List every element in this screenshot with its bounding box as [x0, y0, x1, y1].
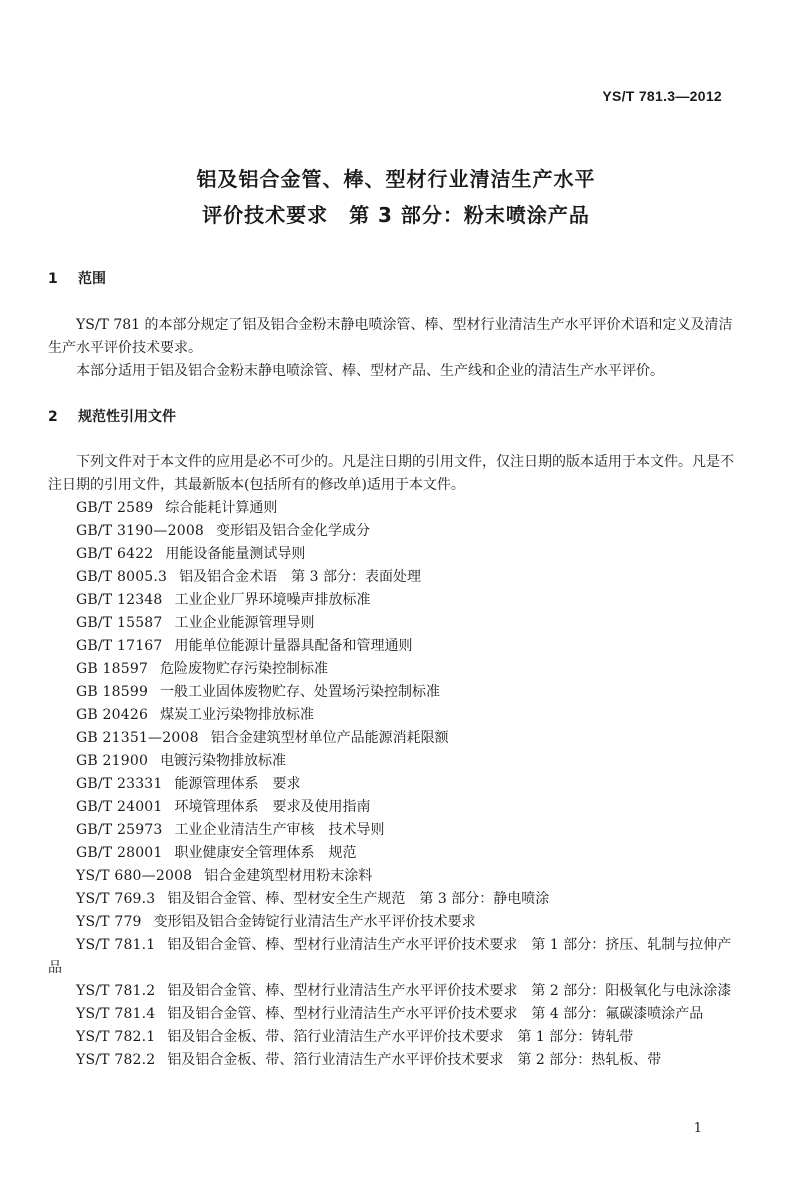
reference-item: GB/T 12348 工业企业厂界环境噪声排放标准: [76, 592, 371, 608]
section-2-number: 2: [48, 409, 58, 425]
reference-item: GB/T 25973 工业企业清洁生产审核 技术导则: [76, 822, 385, 838]
reference-item: GB/T 28001 职业健康安全管理体系 规范: [76, 845, 357, 861]
section-1-heading: [48, 268, 106, 288]
reference-item: GB 21900 电镀污染物排放标准: [76, 753, 287, 769]
section-1-number: 1: [48, 271, 58, 287]
reference-item: YS/T 769.3 铝及铝合金管、棒、型材安全生产规范 第 3 部分：静电喷涂: [76, 891, 550, 907]
page-number: 1: [693, 1121, 702, 1136]
reference-item: YS/T 782.2 铝及铝合金板、带、箔行业清洁生产水平评价技术要求 第 2 部分：热轧板、带: [76, 1052, 662, 1068]
reference-item: GB/T 24001 环境管理体系 要求及使用指南: [76, 799, 371, 815]
section-1-paragraph-2: 本部分适用于铝及铝合金粉末静电喷涂管、棒、型材产品、生产线和企业的清洁生产水平评价。: [76, 363, 664, 379]
section-2-paragraph-1: 下列文件对于本文件的应用是必不可少的。凡是注日期的引用文件，仅注日期的版本适用于本文件。凡是不注日期的引用文件，其最新版本(包括所有的修改单)适用于本文件。: [48, 454, 734, 493]
reference-item: GB/T 23331 能源管理体系 要求: [76, 776, 301, 792]
reference-item: GB/T 6422 用能设备能量测试导则: [76, 546, 306, 562]
section-1-title: 范围: [78, 271, 106, 287]
section-2-title: 规范性引用文件: [78, 409, 176, 425]
reference-item: YS/T 680—2008 铝合金建筑型材用粉末涂料: [76, 868, 373, 884]
section-2-heading: [48, 406, 176, 426]
reference-item: GB/T 3190—2008 变形铝及铝合金化学成分: [76, 523, 371, 539]
reference-item: GB 18597 危险废物贮存污染控制标准: [76, 661, 329, 677]
reference-item: GB/T 15587 工业企业能源管理导则: [76, 615, 315, 631]
reference-item: YS/T 781.2 铝及铝合金管、棒、型材行业清洁生产水平评价技术要求 第 2 部分：阳极氧化与电泳涂漆: [76, 983, 732, 999]
reference-item: GB 21351—2008 铝合金建筑型材单位产品能源消耗限额: [76, 730, 449, 746]
reference-item: YS/T 781.1 铝及铝合金管、棒、型材行业清洁生产水平评价技术要求 第 1 部分：挤压、轧制与拉伸产品: [48, 937, 732, 976]
document-title-line2: 评价技术要求 第 3 部分：粉末喷涂产品: [202, 203, 590, 227]
section-1-paragraph-1: YS/T 781 的本部分规定了铝及铝合金粉末静电喷涂管、棒、型材行业清洁生产水平评价术语和定义及清洁生产水平评价技术要求。: [48, 317, 733, 356]
reference-item: GB/T 17167 用能单位能源计量器具配备和管理通则: [76, 638, 413, 654]
reference-item: GB 18599 一般工业固体废物贮存、处置场污染控制标准: [76, 684, 441, 700]
reference-item: YS/T 782.1 铝及铝合金板、带、箔行业清洁生产水平评价技术要求 第 1 部分：铸轧带: [76, 1029, 634, 1045]
reference-list: [48, 497, 744, 1072]
reference-item: GB/T 8005.3 铝及铝合金术语 第 3 部分：表面处理: [76, 569, 421, 585]
standard-code: YS/T 781.3—2012: [602, 88, 722, 104]
reference-item: YS/T 779 变形铝及铝合金铸锭行业清洁生产水平评价技术要求: [76, 914, 476, 930]
reference-item: GB 20426 煤炭工业污染物排放标准: [76, 707, 315, 723]
document-title-line1: 铝及铝合金管、棒、型材行业清洁生产水平: [196, 167, 596, 191]
reference-item: GB/T 2589 综合能耗计算通则: [76, 500, 278, 516]
reference-item: YS/T 781.4 铝及铝合金管、棒、型材行业清洁生产水平评价技术要求 第 4 部分：氟碳漆喷涂产品: [76, 1006, 704, 1022]
